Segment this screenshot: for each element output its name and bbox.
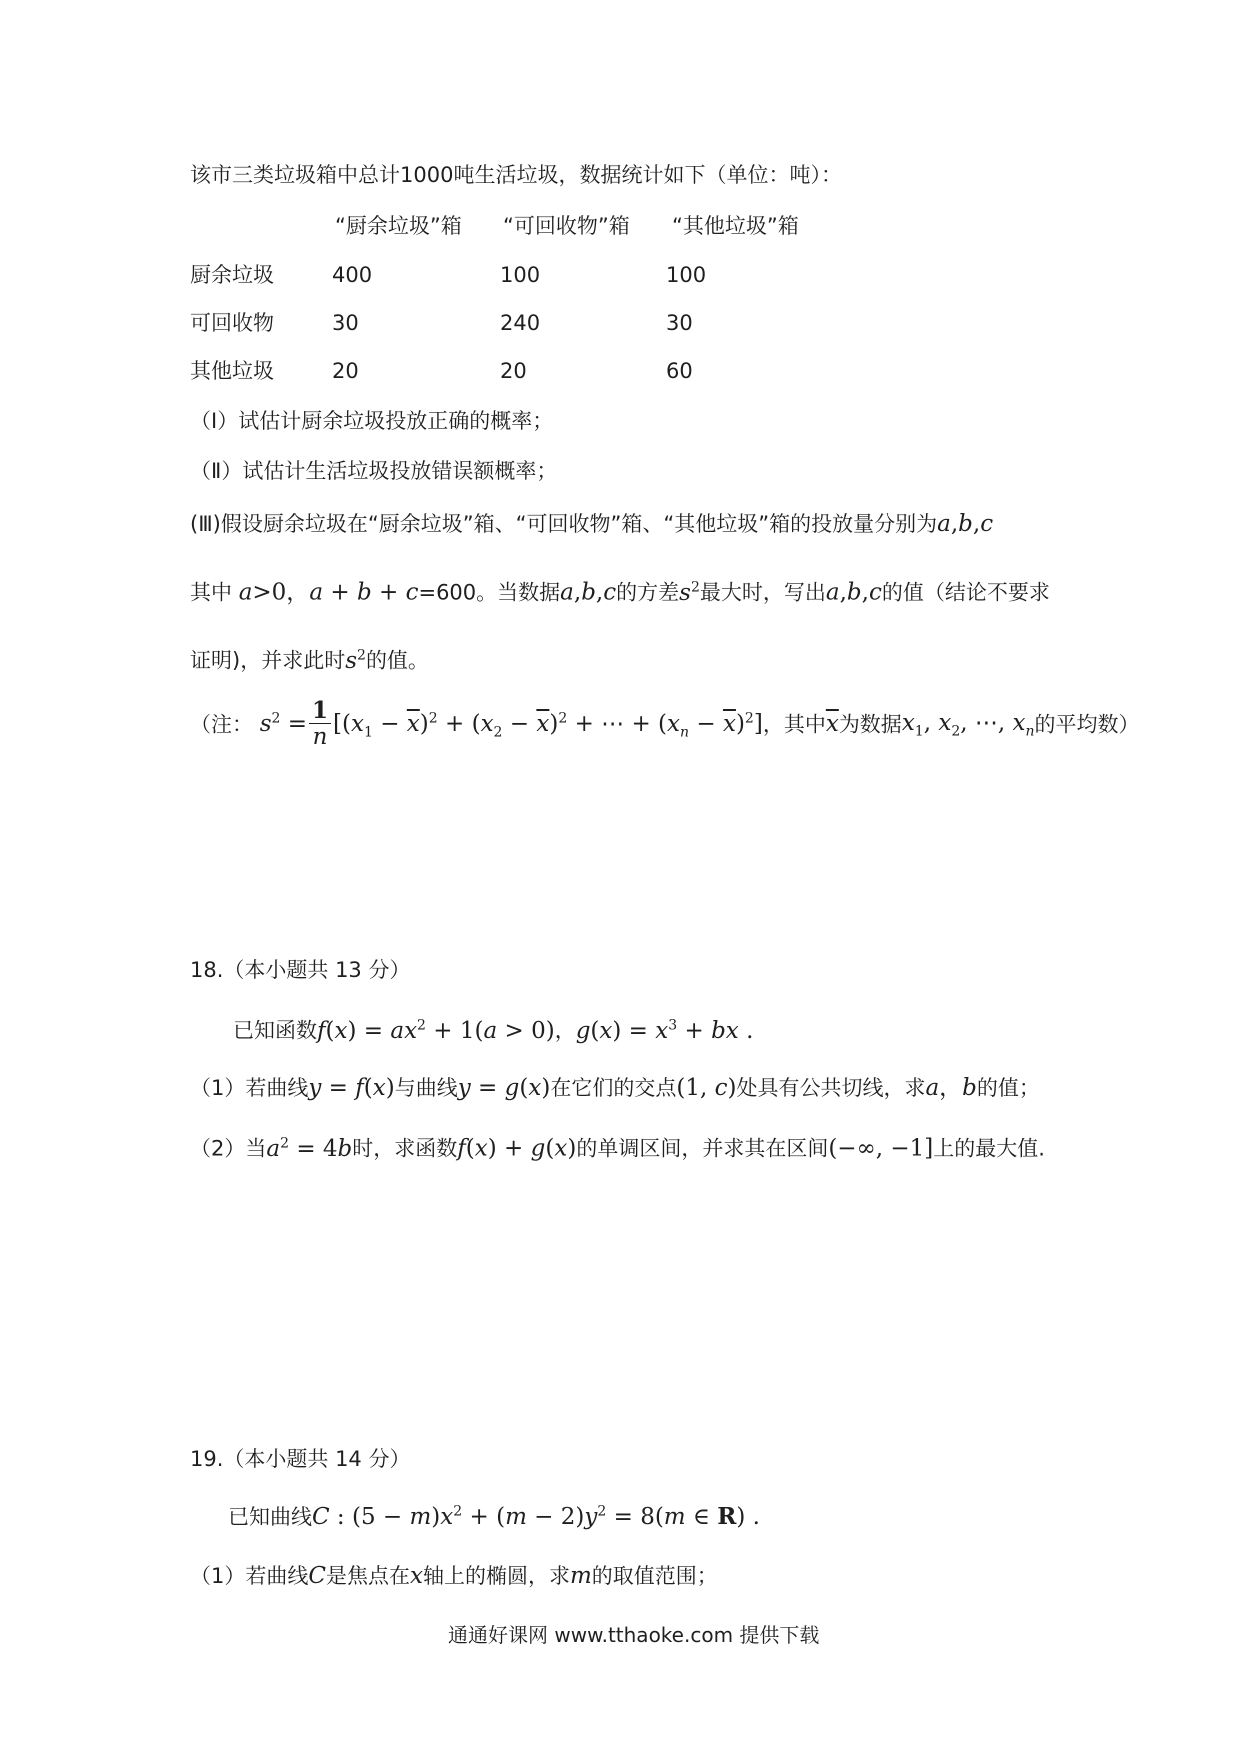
math-f-plus-g: f(x) + g(x) <box>457 1135 577 1162</box>
q18-part1 <box>190 1074 1040 1104</box>
q18-text: 的单调区间，并求其在区间 <box>576 1136 829 1161</box>
table-cell: 100 <box>666 263 707 287</box>
q17-part1: （Ⅰ）试估计厨余垃圾投放正确的概率； <box>190 409 554 433</box>
q18-text: （1）若曲线 <box>190 1076 309 1100</box>
variance-formula: $s^2$ = $\frac{1}{n}$ [$(x_1 - \overline{x})^2 + (x_2 - \overline{x})^2$ + ⋯ + $(x_n - \overline{x})^2$] <box>259 697 763 751</box>
math-curve-def: C : $(5 - m)x^2 + (m - 2)y^2 = 8(m$ ∈ R) . <box>312 1503 760 1530</box>
math-y-g: y = g(x) <box>457 1075 551 1101</box>
q18-text: 在它们的交点 <box>550 1076 677 1100</box>
note-text: （注： <box>190 712 253 737</box>
q19-stem <box>228 1502 760 1533</box>
q19-heading: 19.（本小题共 14 分） <box>190 1447 411 1471</box>
math-abc: a,b,c <box>825 579 882 606</box>
math-data-list: $x_1$, $x_2$, ⋯, $x_n$ <box>901 710 1035 740</box>
q17-part3-text: (Ⅲ)假设厨余垃圾在“厨余垃圾”箱、“可回收物”箱、“其他垃圾”箱的投放量分别为 <box>190 512 938 536</box>
q17-text: 的方差 <box>616 580 680 605</box>
math-g-def: $g(x) = x^3$ + bx . <box>575 1017 754 1044</box>
table-row-label: 厨余垃圾 <box>190 263 274 287</box>
q18-stem: 已知函数$f(x) = ax^2 + 1(a > 0)$，$g(x) = x^3$ + bx . <box>233 1017 754 1044</box>
math-s2: $s^2$ <box>345 647 366 674</box>
q18-heading: 18.（本小题共 13 分） <box>190 958 411 982</box>
q17-text: 最大时，写出 <box>699 580 826 605</box>
math-xbar: $\overline{x}$ <box>825 711 839 737</box>
math-sum: a + b + c <box>309 579 419 606</box>
table-cell: 400 <box>332 263 373 287</box>
table-header-kitchen: “厨余垃圾”箱 <box>335 214 462 238</box>
q17-text: =600。当数据 <box>418 580 561 605</box>
q19-text: 的取值范围； <box>591 1564 718 1588</box>
math-C: C <box>308 1563 326 1589</box>
q17-part2: （Ⅱ）试估计生活垃圾投放错误额概率； <box>190 459 558 483</box>
q18-text: 与曲线 <box>394 1076 458 1100</box>
table-cell: 20 <box>500 359 527 383</box>
q17-note <box>190 698 1140 752</box>
math-y-f: y = f(x) <box>308 1075 395 1101</box>
math-condition: $a^2 = 4b$ <box>266 1135 353 1162</box>
q17-text: 证明)，并求此时 <box>190 648 346 673</box>
q18-text: 时，求函数 <box>352 1136 458 1161</box>
note-text: 为数据 <box>838 712 902 737</box>
q19-text: 已知曲线 <box>228 1505 312 1529</box>
q17-part3-line2 <box>190 578 1050 609</box>
table-header-other: “其他垃圾”箱 <box>672 214 799 238</box>
math-abc: a,b,c <box>560 579 617 606</box>
q18-text: 已知函数 <box>233 1018 317 1043</box>
q17-text: 的值（结论不要求 <box>881 580 1050 605</box>
math-point: (1, c) <box>676 1075 737 1101</box>
q18-text: 上的最大值. <box>933 1136 1045 1161</box>
math-a-positive: a>0， <box>238 579 310 606</box>
q18-part2 <box>190 1134 1045 1165</box>
table-header-recyclable: “可回收物”箱 <box>503 214 630 238</box>
q19-text: 轴上的椭圆，求 <box>422 1564 570 1588</box>
q18-text: （2）当 <box>190 1136 267 1161</box>
q17-part3-line3 <box>190 646 429 677</box>
math-x: x <box>409 1563 423 1589</box>
q19-part1 <box>190 1562 718 1592</box>
table-cell: 20 <box>332 359 359 383</box>
table-cell: 60 <box>666 359 693 383</box>
q17-text: 其中 <box>190 580 232 605</box>
math-m: m <box>569 1563 592 1589</box>
table-cell: 30 <box>666 311 693 335</box>
table-cell: 30 <box>332 311 359 335</box>
intro-text: 该市三类垃圾箱中总计1000吨生活垃圾，数据统计如下（单位：吨）： <box>190 163 842 187</box>
math-interval: (−∞, −1] <box>828 1135 934 1162</box>
math-a-b: a，b <box>925 1075 977 1101</box>
table-cell: 240 <box>500 311 541 335</box>
q19-text: （1）若曲线 <box>190 1564 309 1588</box>
page-footer: 通通好课网 www.tthaoke.com 提供下载 <box>448 1623 820 1647</box>
q19-text: 是焦点在 <box>325 1564 410 1588</box>
table-row-label: 其他垃圾 <box>190 359 274 383</box>
q17-part3-line1 <box>190 510 993 540</box>
table-row-label: 可回收物 <box>190 311 274 335</box>
table-cell: 100 <box>500 263 541 287</box>
math-f-def: $f(x) = ax^2 + 1(a > 0)$ <box>317 1017 555 1044</box>
q18-text: 处具有公共切线，求 <box>736 1076 926 1100</box>
q17-text: 的值。 <box>365 648 429 673</box>
note-text: ，其中 <box>762 712 826 737</box>
math-s2: $s^2$ <box>679 579 700 606</box>
q18-text: 的值； <box>976 1076 1040 1100</box>
note-text: 的平均数） <box>1034 712 1140 737</box>
math-abc: a,b,c <box>937 511 994 537</box>
